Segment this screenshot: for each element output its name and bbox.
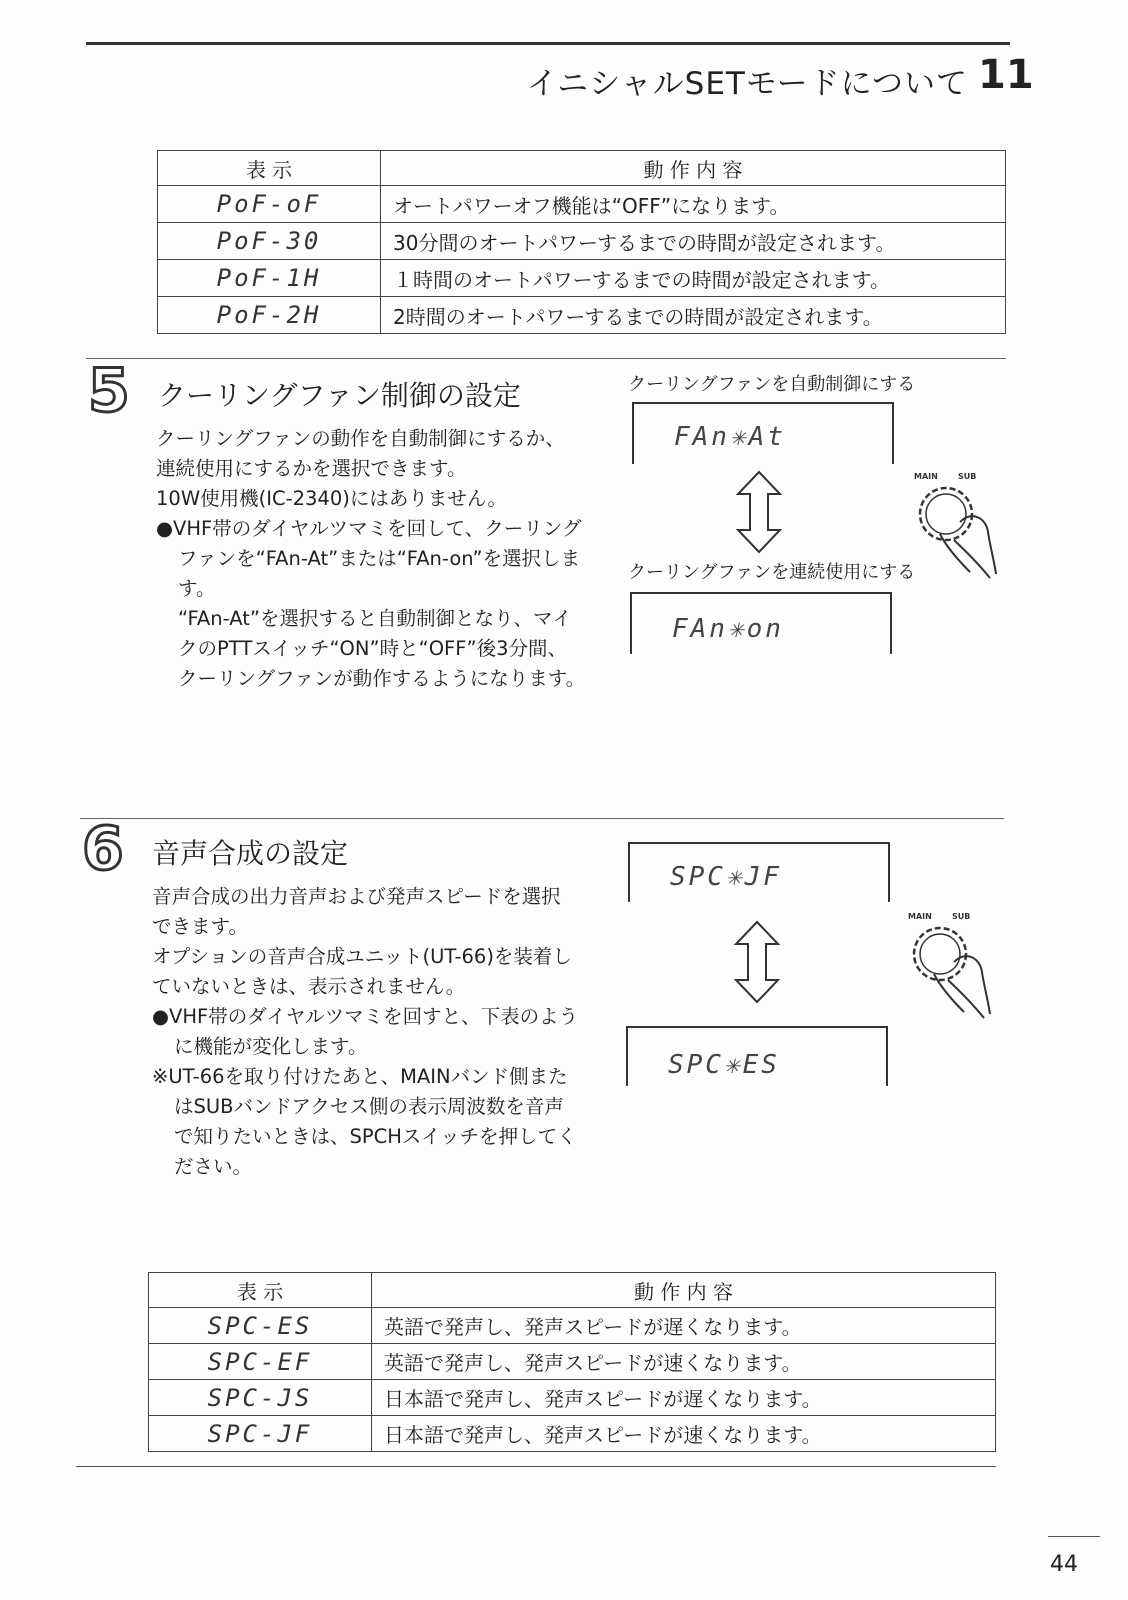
caption-continuous: クーリングファンを連続使用にする bbox=[628, 562, 916, 583]
section-5-number: 5 bbox=[88, 356, 130, 426]
double-arrow-icon bbox=[736, 470, 782, 554]
table-header-operation: 動 作 内 容 bbox=[381, 151, 1006, 186]
lcd-code: SPC-ES bbox=[149, 1308, 372, 1344]
table-cell: 英語で発声し、発声スピードが遅くなります。 bbox=[372, 1308, 996, 1344]
lcd-text: FAn✳on bbox=[672, 614, 784, 644]
table-cell: オートパワーオフ機能は“OFF”になります。 bbox=[381, 186, 1006, 223]
lcd-text: FAn✳At bbox=[674, 422, 786, 452]
lcd-text: SPC✳JF bbox=[670, 862, 782, 892]
body-text: 連続使用にするかを選択できます。 bbox=[156, 457, 467, 480]
knob-label-main: MAIN bbox=[914, 472, 938, 481]
dial-knob-icon bbox=[910, 482, 1000, 582]
pof-table bbox=[157, 150, 1006, 334]
lcd-code: PoF-30 bbox=[158, 223, 381, 260]
lcd-display-spc-bottom bbox=[626, 1026, 888, 1086]
remark-text: ※UT-66を取り付けたあと、MAINバンド側またはSUBバンドアクセス側の表示周波数を音声で知りたいときは、SPCHスイッチを押してください。 bbox=[152, 1065, 577, 1178]
section-5-body bbox=[156, 424, 586, 694]
table-row bbox=[149, 1380, 996, 1416]
lcd-text: SPC✳ES bbox=[668, 1050, 780, 1080]
detail-text: “FAn-At”を選択すると自動制御となり、マイクのPTTスイッチ“ON”時と“OFF”後3分間、クーリングファンが動作するようになります。 bbox=[178, 607, 586, 690]
table-cell: 日本語で発声し、発声スピードが速くなります。 bbox=[372, 1416, 996, 1452]
lcd-code: SPC-JF bbox=[149, 1416, 372, 1452]
table-row bbox=[158, 186, 1006, 223]
bullet-text: ●VHF帯のダイヤルツマミを回すと、下表のように機能が変化します。 bbox=[152, 1005, 579, 1058]
knob-label-sub: SUB bbox=[958, 472, 977, 481]
table-row bbox=[158, 297, 1006, 334]
table-row bbox=[149, 1344, 996, 1380]
section-6-number: 6 bbox=[82, 814, 124, 884]
caption-auto: クーリングファンを自動制御にする bbox=[628, 374, 916, 395]
body-text: 音声合成の出力音声および発声スピードを選択できます。 bbox=[152, 885, 561, 938]
section-5-title: クーリングファン制御の設定 bbox=[158, 379, 521, 412]
lcd-code: SPC-EF bbox=[149, 1344, 372, 1380]
double-arrow-icon bbox=[734, 920, 780, 1004]
table-cell: １時間のオートパワーするまでの時間が設定されます。 bbox=[381, 260, 1006, 297]
page-title: イニシャルSETモードについて bbox=[526, 66, 968, 102]
chapter-number: 11 bbox=[978, 52, 1034, 98]
table-cell: 英語で発声し、発声スピードが速くなります。 bbox=[372, 1344, 996, 1380]
lcd-code: PoF-oF bbox=[158, 186, 381, 223]
section-6-rule bbox=[80, 818, 1004, 819]
lcd-code: PoF-2H bbox=[158, 297, 381, 334]
section-6-body bbox=[152, 882, 580, 1182]
spc-table bbox=[148, 1272, 996, 1452]
table-cell: 日本語で発声し、発声スピードが遅くなります。 bbox=[372, 1380, 996, 1416]
table-row bbox=[149, 1416, 996, 1452]
table-row bbox=[158, 260, 1006, 297]
lcd-display-continuous bbox=[630, 592, 892, 654]
knob-label-sub: SUB bbox=[952, 912, 971, 921]
footer-rule bbox=[76, 1466, 996, 1467]
lcd-code: PoF-1H bbox=[158, 260, 381, 297]
note-text: オプションの音声合成ユニット(UT-66)を装着していないときは、表示されません。 bbox=[152, 945, 572, 998]
note-text: 10W使用機(IC-2340)にはありません。 bbox=[156, 487, 508, 510]
table-header-display: 表 示 bbox=[149, 1273, 372, 1308]
page-number-rule bbox=[1048, 1536, 1100, 1537]
section-6-title: 音声合成の設定 bbox=[152, 837, 349, 870]
lcd-code: SPC-JS bbox=[149, 1380, 372, 1416]
table-header-display: 表 示 bbox=[158, 151, 381, 186]
section-5-rule bbox=[86, 358, 1006, 359]
table-row bbox=[158, 223, 1006, 260]
table-header-operation: 動 作 内 容 bbox=[372, 1273, 996, 1308]
page-number: 44 bbox=[1050, 1552, 1078, 1577]
header-rule bbox=[86, 42, 1010, 45]
lcd-display-spc-top bbox=[628, 842, 890, 902]
table-cell: 30分間のオートパワーするまでの時間が設定されます。 bbox=[381, 223, 1006, 260]
body-text: クーリングファンの動作を自動制御にするか、 bbox=[156, 427, 565, 450]
knob-label-main: MAIN bbox=[908, 912, 932, 921]
table-cell: 2時間のオートパワーするまでの時間が設定されます。 bbox=[381, 297, 1006, 334]
dial-knob-icon bbox=[904, 922, 994, 1022]
table-row bbox=[149, 1308, 996, 1344]
bullet-text: ●VHF帯のダイヤルツマミを回して、クーリングファンを“FAn-At”または“FAn-on”を選択します。 bbox=[156, 517, 582, 600]
lcd-display-auto bbox=[632, 402, 894, 464]
